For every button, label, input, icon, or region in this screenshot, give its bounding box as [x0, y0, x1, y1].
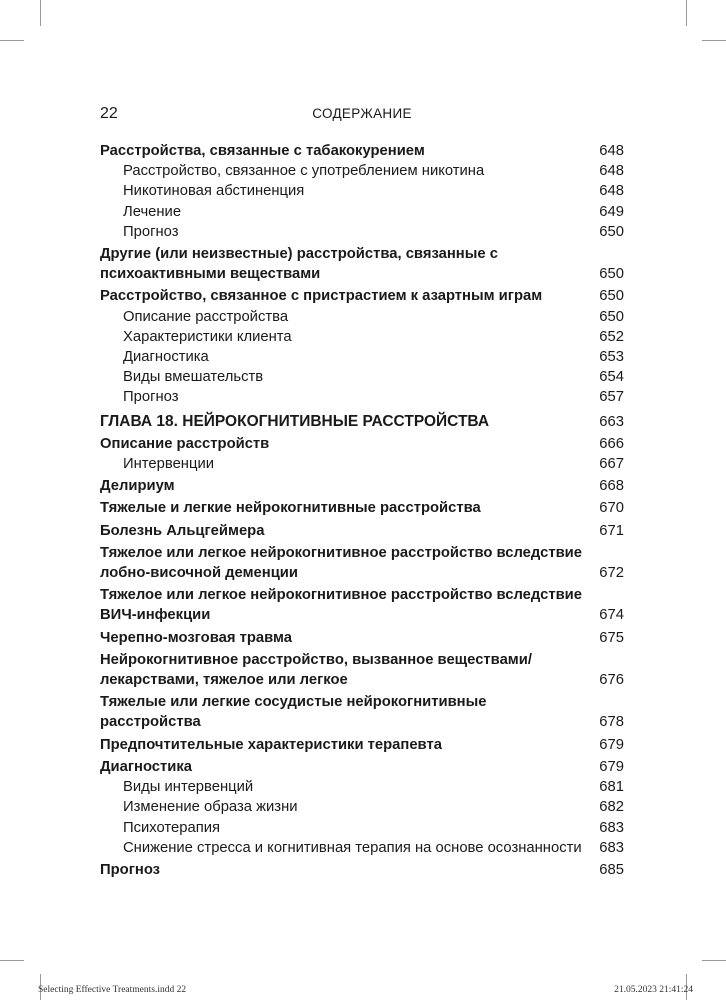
toc-entry-page: 650: [599, 266, 624, 283]
toc-entry-title: Тяжелые и легкие нейрокогнитивные расстройства: [100, 500, 481, 517]
toc-entry-page: 650: [599, 308, 624, 325]
toc-subsection-entry[interactable]: [100, 367, 624, 387]
toc-entry-page: 671: [599, 522, 624, 539]
toc-entry-title: Описание расстройства: [123, 308, 289, 325]
toc-entry-page: 648: [599, 143, 624, 159]
toc-entry-page: 649: [599, 203, 624, 220]
toc-subsection-entry[interactable]: [100, 777, 624, 797]
toc-entry-page: 683: [599, 839, 624, 856]
toc-entry-title: Тяжелое или легкое нейрокогнитивное расстройство вследствие ВИЧ-инфекции: [100, 587, 583, 624]
toc-entry-page: 663: [599, 413, 624, 430]
toc-entry-title: Лечение: [123, 203, 182, 220]
crop-mark: [40, 0, 41, 26]
toc-section-entry[interactable]: [100, 650, 624, 690]
crop-mark: [0, 40, 24, 41]
toc-entry-page: 674: [599, 607, 624, 624]
toc-section-entry[interactable]: [100, 628, 624, 648]
toc-entry-title: Болезнь Альцгеймера: [100, 522, 265, 539]
toc-section-entry[interactable]: [100, 141, 624, 161]
page-number: 22: [100, 105, 118, 122]
toc-section-entry[interactable]: [100, 757, 624, 777]
toc-entry-title: Тяжелые или легкие сосудистые нейрокогнитивные расстройства: [100, 694, 487, 731]
toc-entry-page: 654: [599, 369, 624, 386]
toc-entry-page: 685: [599, 861, 624, 878]
toc-chapter-entry[interactable]: [100, 412, 624, 432]
toc-subsection-entry[interactable]: [100, 222, 624, 242]
toc-subsection-entry[interactable]: [100, 307, 624, 327]
toc-entry-page: 652: [599, 328, 624, 345]
toc-section-entry[interactable]: [100, 434, 624, 454]
toc-entry-page: 666: [599, 435, 624, 452]
toc-subsection-entry[interactable]: [100, 387, 624, 407]
toc-entry-page: 670: [599, 500, 624, 517]
toc-entry-page: 678: [599, 714, 624, 731]
crop-mark: [702, 40, 726, 41]
toc-subsection-entry[interactable]: [100, 347, 624, 367]
toc-entry-page: 681: [599, 779, 624, 796]
print-timestamp: 21.05.2023 21:41:24: [614, 985, 693, 995]
toc-entry-title: Расстройство, связанное с употреблением никотина: [123, 163, 485, 180]
toc-subsection-entry[interactable]: [100, 797, 624, 817]
toc-entry-title: Прогноз: [100, 861, 161, 878]
toc-entry-page: 657: [599, 389, 624, 406]
toc-entry-title: ГЛАВА 18. НЕЙРОКОГНИТИВНЫЕ РАССТРОЙСТВА: [100, 412, 490, 430]
toc-entry-title: Виды интервенций: [123, 779, 254, 796]
toc-entry-page: 679: [599, 758, 624, 775]
toc-entry-title: Нейрокогнитивное расстройство, вызванное веществами/ лекарствами, тяжелое или легкое: [100, 651, 532, 689]
toc-subsection-entry[interactable]: [100, 818, 624, 838]
toc-entry-title: Диагностика: [100, 758, 193, 775]
toc-entry-title: Предпочтительные характеристики терапевта: [100, 736, 442, 753]
toc-section-entry[interactable]: [100, 543, 624, 583]
toc-entry-page: 650: [599, 223, 624, 240]
print-file-info: Selecting Effective Treatments.indd 22: [38, 985, 187, 995]
page-header: [100, 105, 624, 125]
toc-entry-title: Диагностика: [123, 349, 209, 366]
toc-entry-title: Тяжелое или легкое нейрокогнитивное расстройство вследствие лобно-височной деменции: [100, 544, 583, 582]
toc-entry-title: Характеристики клиента: [123, 328, 292, 345]
toc-entry-title: Виды вмешательств: [123, 369, 264, 386]
toc-entry-page: 675: [599, 629, 624, 646]
toc-entry-page: 683: [599, 819, 624, 836]
toc-subsection-entry[interactable]: [100, 454, 624, 474]
toc-entry-page: 653: [599, 349, 624, 366]
toc-entry-page: 676: [599, 672, 624, 689]
toc-entry-page: 650: [599, 288, 624, 305]
toc-section-entry[interactable]: [100, 521, 624, 541]
toc-subsection-entry[interactable]: [100, 838, 624, 858]
toc-section-entry[interactable]: [100, 476, 624, 496]
toc-entry-title: Прогноз: [123, 389, 179, 406]
toc-section-entry[interactable]: [100, 585, 624, 625]
toc-subsection-entry[interactable]: [100, 327, 624, 347]
toc-section-entry[interactable]: [100, 498, 624, 518]
toc-subsection-entry[interactable]: [100, 161, 624, 181]
crop-mark: [686, 0, 687, 26]
toc-entry-title: Никотиновая абстиненция: [123, 183, 305, 200]
toc-subsection-entry[interactable]: [100, 202, 624, 222]
toc-entry-title: Снижение стресса и когнитивная терапия на основе осознанности: [123, 839, 582, 856]
toc-entry-title: Расстройства, связанные с табакокурением: [100, 143, 425, 159]
toc-section-entry[interactable]: [100, 860, 624, 880]
toc-entry-title: Другие (или неизвестные) расстройства, связанные с психоактивными веществами: [100, 246, 498, 283]
toc-section-entry[interactable]: [100, 735, 624, 755]
toc-entry-title: Описание расстройств: [100, 435, 270, 452]
toc-entry-page: 648: [599, 183, 624, 200]
toc-section-entry[interactable]: [100, 286, 624, 306]
toc-entry-page: 679: [599, 736, 624, 753]
crop-mark: [0, 960, 24, 961]
toc-entry-page: 648: [599, 163, 624, 180]
crop-mark: [702, 960, 726, 961]
toc-subsection-entry[interactable]: [100, 181, 624, 201]
toc-entry-title: Психотерапия: [123, 819, 221, 836]
toc-entry-title: Черепно-мозговая травма: [100, 629, 292, 646]
toc-entry-title: Расстройство, связанное с пристрастием к азартным играм: [100, 288, 543, 305]
toc-entry-page: 667: [599, 456, 624, 473]
toc-entry-page: 682: [599, 799, 624, 816]
toc-entry-page: 668: [599, 478, 624, 495]
toc-entry-page: 672: [599, 565, 624, 582]
table-of-contents: [100, 141, 624, 880]
toc-section-entry[interactable]: [100, 244, 624, 284]
toc-entry-title: Делириум: [100, 478, 175, 495]
toc-entry-title: Интервенции: [123, 456, 214, 473]
toc-entry-title: Изменение образа жизни: [123, 799, 298, 816]
running-title: СОДЕРЖАНИЕ: [312, 106, 412, 121]
toc-section-entry[interactable]: [100, 692, 624, 732]
toc-entry-title: Прогноз: [123, 223, 179, 240]
